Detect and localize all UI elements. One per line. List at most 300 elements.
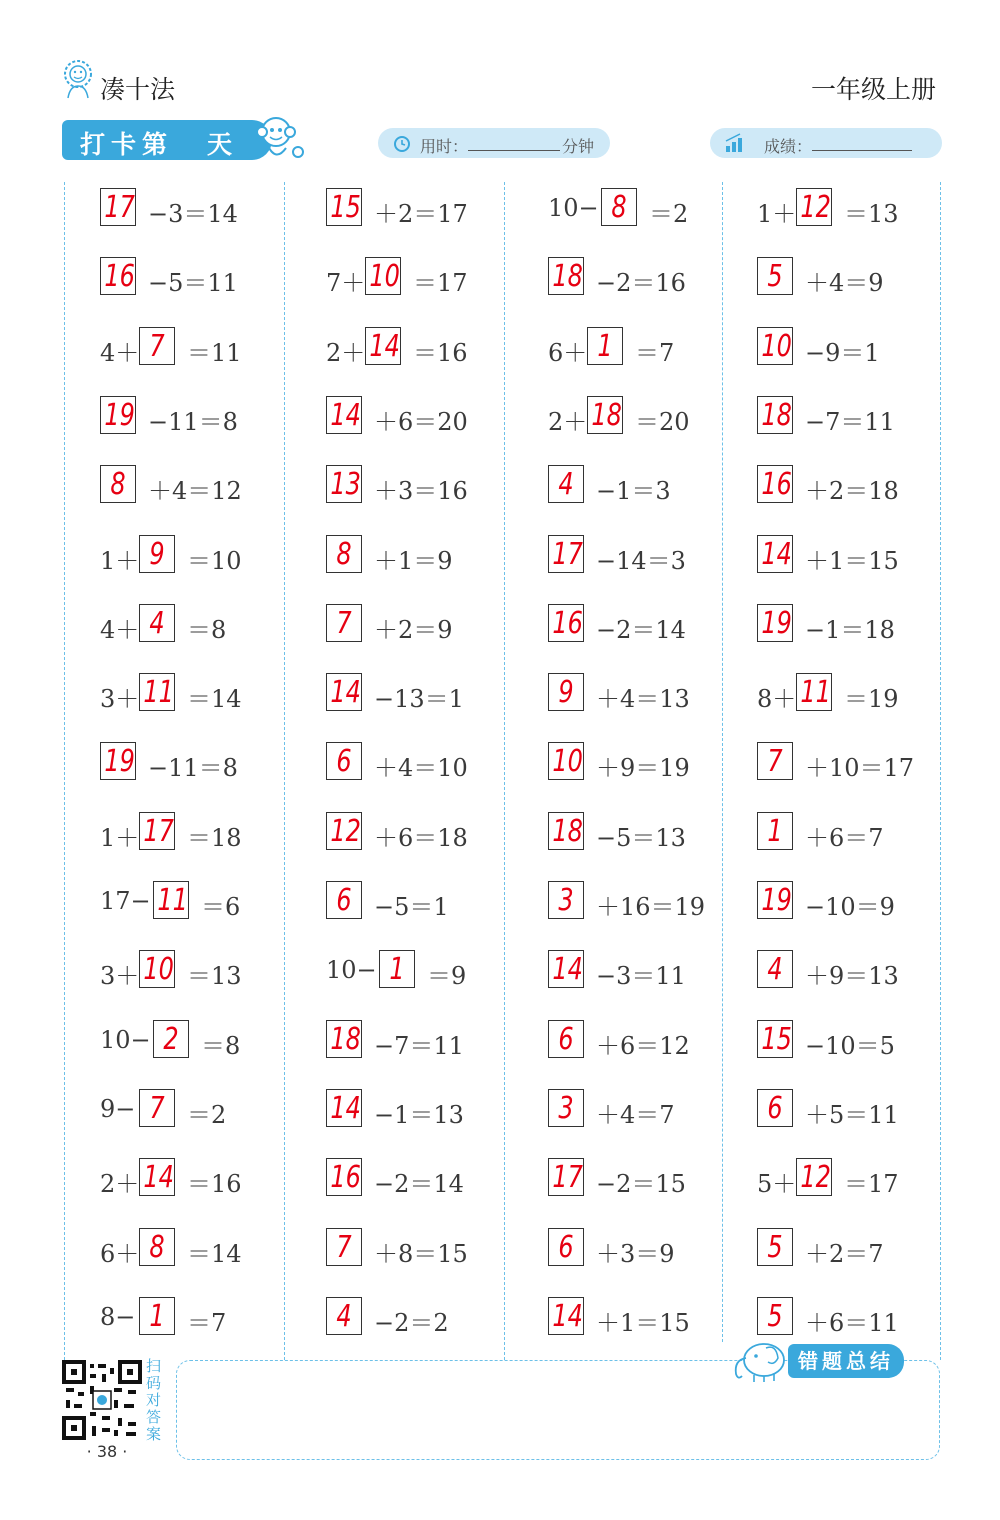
handwritten-answer: 3 bbox=[558, 883, 574, 918]
problem-suffix: −2＝2 bbox=[374, 1309, 449, 1337]
answer-box[interactable] bbox=[757, 812, 793, 850]
answer-box[interactable] bbox=[326, 742, 362, 780]
answer-box[interactable] bbox=[365, 257, 401, 295]
problem-row bbox=[100, 1020, 300, 1060]
answer-box[interactable] bbox=[757, 327, 793, 365]
problem-suffix: ＋4＝10 bbox=[374, 754, 468, 782]
answer-box[interactable] bbox=[100, 465, 136, 503]
problem-prefix: 5＋ bbox=[757, 1170, 797, 1198]
handwritten-answer: 11 bbox=[157, 883, 188, 918]
problem-row bbox=[326, 742, 526, 782]
problem-row bbox=[757, 604, 957, 644]
problem-row bbox=[326, 950, 526, 990]
problem-row bbox=[548, 1297, 748, 1337]
problem-row bbox=[100, 950, 300, 990]
handwritten-answer: 13 bbox=[330, 467, 361, 502]
handwritten-answer: 17 bbox=[104, 190, 135, 225]
problem-suffix: ＋2＝7 bbox=[805, 1240, 884, 1268]
problem-row bbox=[326, 188, 526, 228]
answer-box[interactable] bbox=[757, 396, 793, 434]
time-blank[interactable] bbox=[468, 150, 560, 151]
problem-suffix: −10＝5 bbox=[805, 1032, 895, 1060]
problem-prefix: 6＋ bbox=[548, 339, 588, 367]
problem-suffix: ＝6 bbox=[201, 893, 241, 921]
problem-row bbox=[326, 1158, 526, 1198]
handwritten-answer: 8 bbox=[336, 537, 352, 572]
problem-row bbox=[548, 673, 748, 713]
answer-box[interactable] bbox=[548, 950, 584, 988]
problem-suffix: ＝7 bbox=[635, 339, 675, 367]
handwritten-answer: 15 bbox=[761, 1022, 792, 1057]
answer-box[interactable] bbox=[139, 327, 175, 365]
problem-suffix: ＝19 bbox=[844, 685, 899, 713]
problem-prefix: 3＋ bbox=[100, 685, 140, 713]
handwritten-answer: 12 bbox=[800, 190, 831, 225]
answer-box[interactable] bbox=[139, 1228, 175, 1266]
problem-suffix: ＝2 bbox=[187, 1101, 227, 1129]
handwritten-answer: 4 bbox=[336, 1299, 352, 1334]
problem-suffix: −2＝15 bbox=[596, 1170, 686, 1198]
answer-box[interactable] bbox=[548, 1089, 584, 1127]
answer-box[interactable] bbox=[326, 1089, 362, 1127]
answer-box[interactable] bbox=[100, 257, 136, 295]
answer-box[interactable] bbox=[326, 812, 362, 850]
problem-prefix: 1＋ bbox=[757, 200, 797, 228]
checkin-suffix: 天 bbox=[207, 130, 233, 159]
problem-suffix: ＋6＝20 bbox=[374, 408, 468, 436]
answer-box[interactable] bbox=[326, 465, 362, 503]
handwritten-answer: 16 bbox=[761, 467, 792, 502]
problem-suffix: −10＝9 bbox=[805, 893, 895, 921]
problem-row bbox=[326, 673, 526, 713]
problem-suffix: ＝17 bbox=[844, 1170, 899, 1198]
handwritten-answer: 8 bbox=[149, 1230, 165, 1265]
problem-suffix: −5＝1 bbox=[374, 893, 449, 921]
problem-suffix: ＋4＝9 bbox=[805, 269, 884, 297]
problem-suffix: ＋6＝7 bbox=[805, 824, 884, 852]
answer-box[interactable] bbox=[548, 1228, 584, 1266]
handwritten-answer: 6 bbox=[336, 883, 352, 918]
problem-suffix: ＋2＝18 bbox=[805, 477, 899, 505]
problem-row bbox=[548, 950, 748, 990]
answer-box[interactable] bbox=[757, 257, 793, 295]
answer-box[interactable] bbox=[757, 1089, 793, 1127]
handwritten-answer: 17 bbox=[143, 814, 174, 849]
problem-suffix: −7＝11 bbox=[805, 408, 895, 436]
alarm-clock-icon bbox=[392, 133, 412, 153]
column-divider bbox=[64, 182, 65, 1360]
problem-suffix: ＝20 bbox=[635, 408, 690, 436]
problem-suffix: −3＝11 bbox=[596, 962, 686, 990]
problem-row bbox=[100, 604, 300, 644]
answer-box[interactable] bbox=[757, 950, 793, 988]
problem-suffix: ＝17 bbox=[413, 269, 468, 297]
problem-prefix: 9− bbox=[100, 1095, 136, 1123]
handwritten-answer: 7 bbox=[149, 329, 165, 364]
problem-row bbox=[757, 1158, 957, 1198]
handwritten-answer: 18 bbox=[761, 398, 792, 433]
answer-box[interactable] bbox=[100, 188, 136, 226]
answer-box[interactable] bbox=[601, 188, 637, 226]
answer-box[interactable] bbox=[153, 881, 189, 919]
problem-row bbox=[326, 535, 526, 575]
answer-box[interactable] bbox=[548, 1020, 584, 1058]
problem-suffix: ＋3＝16 bbox=[374, 477, 468, 505]
problem-suffix: ＝14 bbox=[187, 685, 242, 713]
handwritten-answer: 1 bbox=[767, 814, 783, 849]
problem-row bbox=[548, 1089, 748, 1129]
grade-label: 一年级上册 bbox=[810, 75, 936, 104]
problem-suffix: ＋9＝19 bbox=[596, 754, 690, 782]
answer-box[interactable] bbox=[548, 812, 584, 850]
problem-row bbox=[757, 257, 957, 297]
problem-suffix: ＋9＝13 bbox=[805, 962, 899, 990]
problem-row bbox=[100, 1158, 300, 1198]
handwritten-answer: 12 bbox=[330, 814, 361, 849]
problem-prefix: 10− bbox=[548, 194, 599, 222]
checkin-banner bbox=[62, 120, 272, 160]
problem-prefix: 7＋ bbox=[326, 269, 366, 297]
problem-row bbox=[326, 1297, 526, 1337]
problem-row bbox=[548, 535, 748, 575]
problem-prefix: 2＋ bbox=[100, 1170, 140, 1198]
answer-box[interactable] bbox=[757, 535, 793, 573]
problem-prefix: 8＋ bbox=[757, 685, 797, 713]
answer-box[interactable] bbox=[796, 1158, 832, 1196]
problem-row bbox=[326, 812, 526, 852]
problem-row bbox=[100, 465, 300, 505]
handwritten-answer: 11 bbox=[143, 675, 174, 710]
problem-row bbox=[326, 257, 526, 297]
problem-suffix: ＋5＝11 bbox=[805, 1101, 899, 1129]
problem-suffix: ＋1＝9 bbox=[374, 547, 453, 575]
handwritten-answer: 1 bbox=[389, 952, 405, 987]
answer-box[interactable] bbox=[379, 950, 415, 988]
answer-box[interactable] bbox=[548, 1297, 584, 1335]
problem-row bbox=[548, 1158, 748, 1198]
answer-box[interactable] bbox=[326, 1158, 362, 1196]
problem-suffix: ＝8 bbox=[187, 616, 227, 644]
problem-row bbox=[757, 1020, 957, 1060]
problem-suffix: −14＝3 bbox=[596, 547, 686, 575]
answer-box[interactable] bbox=[139, 1297, 175, 1335]
problem-row bbox=[100, 673, 300, 713]
handwritten-answer: 7 bbox=[767, 744, 783, 779]
checkin-prefix: 打卡第 bbox=[80, 130, 174, 159]
problem-row bbox=[100, 1297, 300, 1337]
problem-suffix: −3＝14 bbox=[148, 200, 238, 228]
handwritten-answer: 4 bbox=[149, 606, 165, 641]
handwritten-answer: 14 bbox=[761, 537, 792, 572]
handwritten-answer: 10 bbox=[143, 952, 174, 987]
score-field[interactable] bbox=[710, 128, 942, 158]
problem-suffix: ＋4＝13 bbox=[596, 685, 690, 713]
problem-suffix: −1＝13 bbox=[374, 1101, 464, 1129]
elephant-icon bbox=[730, 1338, 790, 1384]
problem-suffix: −13＝1 bbox=[374, 685, 464, 713]
problem-row bbox=[757, 396, 957, 436]
handwritten-answer: 6 bbox=[336, 744, 352, 779]
problem-row bbox=[100, 257, 300, 297]
problem-row bbox=[100, 396, 300, 436]
problem-prefix: 4＋ bbox=[100, 339, 140, 367]
problem-row bbox=[548, 257, 748, 297]
problem-suffix: −2＝16 bbox=[596, 269, 686, 297]
bar-chart-icon bbox=[724, 133, 744, 153]
handwritten-answer: 18 bbox=[591, 398, 622, 433]
problem-row bbox=[326, 465, 526, 505]
answer-box[interactable] bbox=[548, 673, 584, 711]
problem-row bbox=[326, 604, 526, 644]
answer-box[interactable] bbox=[326, 535, 362, 573]
score-blank[interactable] bbox=[812, 150, 912, 151]
answer-box[interactable] bbox=[139, 1089, 175, 1127]
answer-box[interactable] bbox=[139, 535, 175, 573]
answer-box[interactable] bbox=[548, 881, 584, 919]
problem-suffix: ＝13 bbox=[187, 962, 242, 990]
handwritten-answer: 7 bbox=[149, 1091, 165, 1126]
handwritten-answer: 11 bbox=[800, 675, 831, 710]
problem-row bbox=[757, 1089, 957, 1129]
handwritten-answer: 19 bbox=[761, 606, 792, 641]
problem-suffix: −9＝1 bbox=[805, 339, 880, 367]
problem-row bbox=[548, 604, 748, 644]
problem-suffix: ＝8 bbox=[201, 1032, 241, 1060]
problem-row bbox=[548, 465, 748, 505]
answer-box[interactable] bbox=[139, 1158, 175, 1196]
problem-suffix: ＝11 bbox=[187, 339, 242, 367]
handwritten-answer: 3 bbox=[558, 1091, 574, 1126]
answer-box[interactable] bbox=[326, 1228, 362, 1266]
problem-suffix: ＋1＝15 bbox=[596, 1309, 690, 1337]
answer-box[interactable] bbox=[757, 604, 793, 642]
problem-suffix: ＋16＝19 bbox=[596, 893, 706, 921]
time-field[interactable] bbox=[378, 128, 610, 158]
monkey-icon bbox=[254, 114, 308, 166]
handwritten-answer: 5 bbox=[767, 259, 783, 294]
lion-logo-icon bbox=[58, 58, 98, 100]
handwritten-answer: 10 bbox=[761, 329, 792, 364]
answer-box[interactable] bbox=[326, 1297, 362, 1335]
handwritten-answer: 7 bbox=[336, 606, 352, 641]
problem-suffix: −7＝11 bbox=[374, 1032, 464, 1060]
problem-suffix: ＋4＝12 bbox=[148, 477, 242, 505]
problem-suffix: −2＝14 bbox=[374, 1170, 464, 1198]
handwritten-answer: 14 bbox=[330, 675, 361, 710]
answer-box[interactable] bbox=[326, 881, 362, 919]
handwritten-answer: 17 bbox=[552, 1160, 583, 1195]
answer-box[interactable] bbox=[326, 188, 362, 226]
problem-row bbox=[100, 1228, 300, 1268]
problem-row bbox=[100, 188, 300, 228]
problem-suffix: ＋3＝9 bbox=[596, 1240, 675, 1268]
answer-box[interactable] bbox=[548, 535, 584, 573]
problem-prefix: 6＋ bbox=[100, 1240, 140, 1268]
handwritten-answer: 15 bbox=[330, 190, 361, 225]
problem-suffix: −11＝8 bbox=[148, 408, 238, 436]
answer-box[interactable] bbox=[548, 604, 584, 642]
problem-suffix: ＝16 bbox=[187, 1170, 242, 1198]
handwritten-answer: 18 bbox=[552, 259, 583, 294]
problem-row bbox=[100, 535, 300, 575]
problem-suffix: ＋1＝15 bbox=[805, 547, 899, 575]
answer-box[interactable] bbox=[757, 881, 793, 919]
problem-row bbox=[757, 950, 957, 990]
handwritten-answer: 6 bbox=[767, 1091, 783, 1126]
handwritten-answer: 16 bbox=[552, 606, 583, 641]
problem-suffix: ＝7 bbox=[187, 1309, 227, 1337]
handwritten-answer: 7 bbox=[336, 1230, 352, 1265]
handwritten-answer: 5 bbox=[767, 1230, 783, 1265]
handwritten-answer: 16 bbox=[330, 1160, 361, 1195]
handwritten-answer: 19 bbox=[104, 744, 135, 779]
problem-suffix: ＋4＝7 bbox=[596, 1101, 675, 1129]
time-unit: 分钟 bbox=[562, 137, 595, 156]
handwritten-answer: 9 bbox=[149, 537, 165, 572]
answer-box[interactable] bbox=[139, 950, 175, 988]
problem-row bbox=[100, 742, 300, 782]
page-number: · 38 · bbox=[86, 1442, 128, 1461]
answer-box[interactable] bbox=[548, 465, 584, 503]
handwritten-answer: 12 bbox=[800, 1160, 831, 1195]
handwritten-answer: 10 bbox=[552, 744, 583, 779]
problem-suffix: ＝16 bbox=[413, 339, 468, 367]
score-label: 成绩： bbox=[764, 137, 813, 156]
problem-row bbox=[326, 1020, 526, 1060]
handwritten-answer: 14 bbox=[330, 1091, 361, 1126]
answer-box[interactable] bbox=[365, 327, 401, 365]
handwritten-answer: 5 bbox=[767, 1299, 783, 1334]
problem-row bbox=[326, 1228, 526, 1268]
problem-row bbox=[757, 465, 957, 505]
handwritten-answer: 16 bbox=[104, 259, 135, 294]
answer-box[interactable] bbox=[548, 257, 584, 295]
problem-row bbox=[757, 742, 957, 782]
problem-prefix: 4＋ bbox=[100, 616, 140, 644]
answer-box[interactable] bbox=[757, 742, 793, 780]
handwritten-answer: 17 bbox=[552, 537, 583, 572]
problem-prefix: 2＋ bbox=[326, 339, 366, 367]
handwritten-answer: 19 bbox=[104, 398, 135, 433]
problem-suffix: ＋6＝11 bbox=[805, 1309, 899, 1337]
handwritten-answer: 1 bbox=[597, 329, 613, 364]
answer-box[interactable] bbox=[139, 673, 175, 711]
scan-for-answers-label: 扫码对答案 bbox=[146, 1357, 162, 1443]
handwritten-answer: 14 bbox=[369, 329, 400, 364]
problem-row bbox=[100, 881, 300, 921]
handwritten-answer: 8 bbox=[611, 190, 627, 225]
answer-box[interactable] bbox=[548, 742, 584, 780]
problem-prefix: 10− bbox=[326, 956, 377, 984]
handwritten-answer: 4 bbox=[558, 467, 574, 502]
answer-box[interactable] bbox=[587, 396, 623, 434]
problem-row bbox=[757, 812, 957, 852]
problem-suffix: ＝2 bbox=[649, 200, 689, 228]
problem-row bbox=[757, 881, 957, 921]
page-title: 凑十法 bbox=[100, 75, 176, 104]
handwritten-answer: 18 bbox=[330, 1022, 361, 1057]
problem-suffix: ＋8＝15 bbox=[374, 1240, 468, 1268]
handwritten-answer: 10 bbox=[369, 259, 400, 294]
problem-row bbox=[757, 673, 957, 713]
time-label: 用时： bbox=[420, 137, 469, 156]
answer-box[interactable] bbox=[100, 396, 136, 434]
handwritten-answer: 14 bbox=[552, 952, 583, 987]
problem-row bbox=[548, 396, 748, 436]
answer-box[interactable] bbox=[548, 1158, 584, 1196]
problem-row bbox=[100, 1089, 300, 1129]
problem-suffix: −11＝8 bbox=[148, 754, 238, 782]
answer-box[interactable] bbox=[153, 1020, 189, 1058]
problem-suffix: ＋10＝17 bbox=[805, 754, 915, 782]
handwritten-answer: 19 bbox=[761, 883, 792, 918]
problem-row bbox=[326, 327, 526, 367]
answer-box[interactable] bbox=[139, 812, 175, 850]
problem-row bbox=[757, 1297, 957, 1337]
problem-prefix: 1＋ bbox=[100, 547, 140, 575]
handwritten-answer: 9 bbox=[558, 675, 574, 710]
answer-box[interactable] bbox=[757, 465, 793, 503]
handwritten-answer: 8 bbox=[110, 467, 126, 502]
answer-box[interactable] bbox=[587, 327, 623, 365]
problem-row bbox=[548, 327, 748, 367]
problem-suffix: ＋2＝9 bbox=[374, 616, 453, 644]
problem-suffix: −1＝18 bbox=[805, 616, 895, 644]
problem-row bbox=[548, 1228, 748, 1268]
problem-row bbox=[326, 396, 526, 436]
problem-suffix: −5＝11 bbox=[148, 269, 238, 297]
problem-prefix: 2＋ bbox=[548, 408, 588, 436]
problem-suffix: −2＝14 bbox=[596, 616, 686, 644]
problem-prefix: 8− bbox=[100, 1303, 136, 1331]
problem-row bbox=[548, 1020, 748, 1060]
answer-box[interactable] bbox=[326, 396, 362, 434]
handwritten-answer: 2 bbox=[163, 1022, 179, 1057]
problem-suffix: ＋6＝18 bbox=[374, 824, 468, 852]
answer-box[interactable] bbox=[326, 673, 362, 711]
answer-box[interactable] bbox=[326, 604, 362, 642]
handwritten-answer: 4 bbox=[767, 952, 783, 987]
problem-row bbox=[757, 1228, 957, 1268]
problem-suffix: ＋2＝17 bbox=[374, 200, 468, 228]
problem-prefix: 10− bbox=[100, 1026, 151, 1054]
answer-box[interactable] bbox=[796, 188, 832, 226]
handwritten-answer: 14 bbox=[143, 1160, 174, 1195]
problem-suffix: ＝10 bbox=[187, 547, 242, 575]
answer-box[interactable] bbox=[757, 1020, 793, 1058]
answer-box[interactable] bbox=[139, 604, 175, 642]
mistake-summary-label: 错题总结 bbox=[788, 1344, 904, 1378]
problem-row bbox=[548, 188, 748, 228]
problem-suffix: ＝14 bbox=[187, 1240, 242, 1268]
answer-box[interactable] bbox=[757, 1228, 793, 1266]
answer-box[interactable] bbox=[757, 1297, 793, 1335]
problem-row bbox=[100, 327, 300, 367]
problem-row bbox=[326, 881, 526, 921]
handwritten-answer: 18 bbox=[552, 814, 583, 849]
answer-box[interactable] bbox=[100, 742, 136, 780]
problem-suffix: −1＝3 bbox=[596, 477, 671, 505]
problem-suffix: −5＝13 bbox=[596, 824, 686, 852]
answer-box[interactable] bbox=[326, 1020, 362, 1058]
problem-row bbox=[100, 812, 300, 852]
problem-prefix: 17− bbox=[100, 887, 151, 915]
handwritten-answer: 1 bbox=[149, 1299, 165, 1334]
problem-suffix: ＋6＝12 bbox=[596, 1032, 690, 1060]
qr-code-icon bbox=[62, 1360, 142, 1440]
answer-box[interactable] bbox=[796, 673, 832, 711]
handwritten-answer: 14 bbox=[330, 398, 361, 433]
